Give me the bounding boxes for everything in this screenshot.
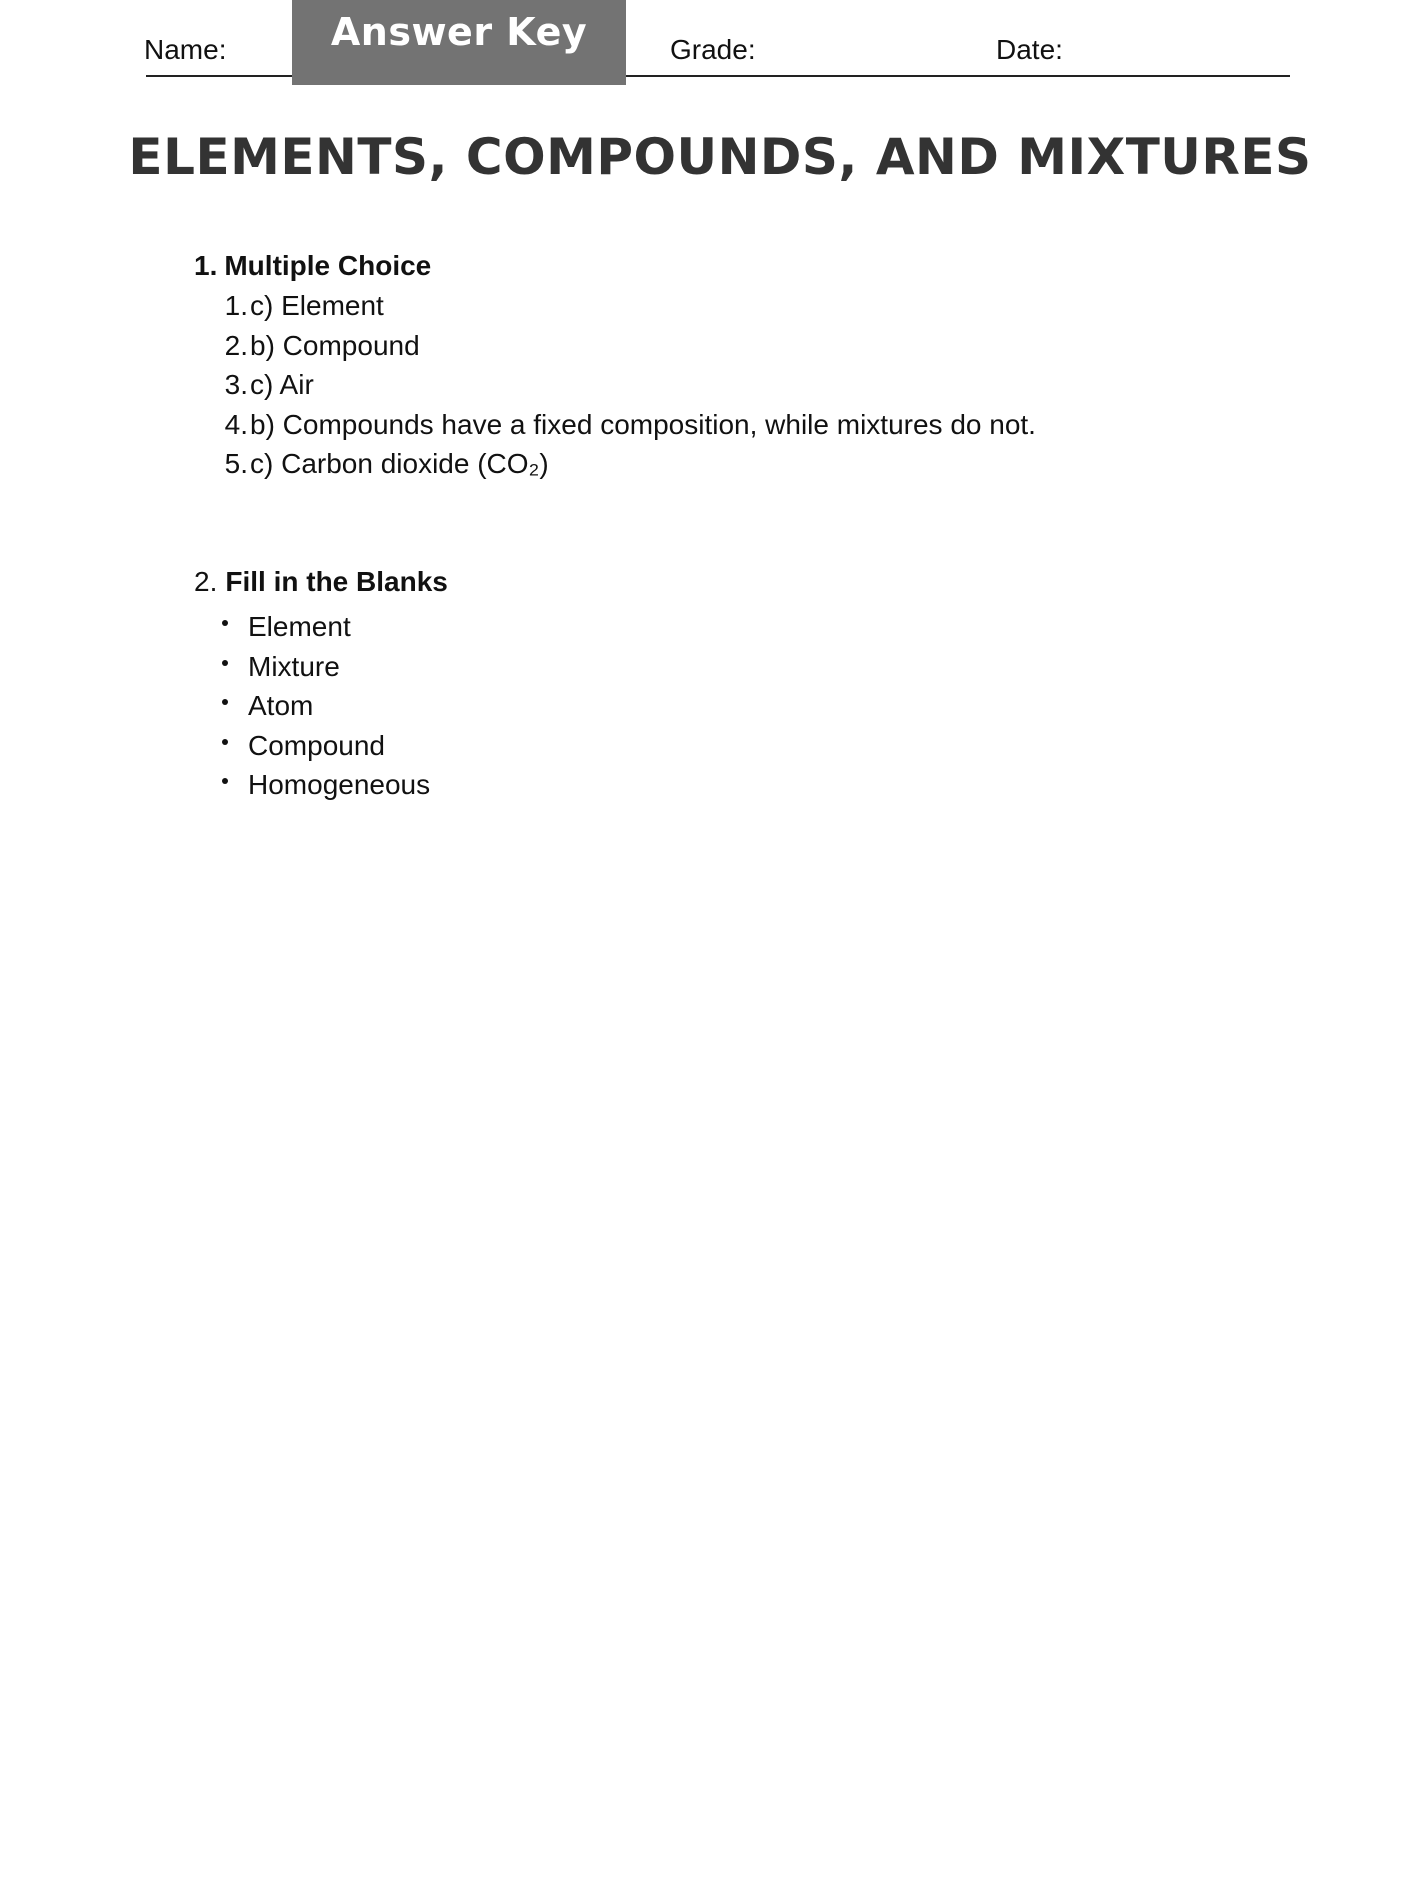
answer-text: c) Air [250, 369, 314, 400]
list-item [194, 329, 1036, 372]
bullet-icon [194, 648, 224, 676]
list-item [194, 727, 448, 767]
list-item [194, 648, 448, 688]
answer-text: Atom [248, 690, 314, 721]
bullet-icon [194, 766, 224, 794]
bullet-icon [194, 687, 224, 715]
section-number: 1. [194, 250, 218, 281]
answer-key-badge: Answer Key [292, 0, 626, 85]
answer-text: Compound [248, 729, 385, 761]
name-label: Name: [144, 34, 227, 65]
answer-text: Homogeneous [248, 769, 431, 800]
section-heading [194, 568, 448, 608]
list-item [194, 687, 448, 727]
answer-text: b) Compound [250, 329, 420, 361]
answer-text: Element [248, 611, 351, 642]
item-number: 1. [224, 290, 248, 321]
list-item [194, 292, 1036, 332]
list-item [194, 450, 1036, 490]
item-number: 2. [224, 329, 248, 361]
item-number: 5. [224, 448, 248, 479]
section-title: Multiple Choice [224, 250, 432, 281]
answer-text: b) Compounds have a fixed composition, while mixtures do not. [250, 408, 1036, 440]
page-title: ELEMENTS, COMPOUNDS, AND MIXTURES [128, 128, 1312, 186]
list-item [194, 608, 448, 648]
bullet-icon [194, 727, 224, 755]
list-item [194, 766, 448, 806]
list-item [194, 408, 1036, 451]
bullet-icon [194, 608, 224, 636]
section-multiple-choice [194, 252, 1036, 490]
date-label: Date: [996, 34, 1063, 65]
item-number: 4. [224, 408, 248, 440]
item-number: 3. [224, 369, 248, 400]
section-number: 2. [194, 566, 218, 597]
list-item [194, 371, 1036, 411]
grade-label: Grade: [670, 34, 756, 65]
section-fill-in-the-blanks [194, 568, 448, 806]
answer-text: c) Element [250, 290, 384, 321]
answer-text: Mixture [248, 650, 340, 682]
section-title: Fill in the Blanks [225, 566, 448, 597]
answer-text: c) Carbon dioxide (CO₂) [250, 448, 549, 479]
section-heading [194, 252, 1036, 292]
